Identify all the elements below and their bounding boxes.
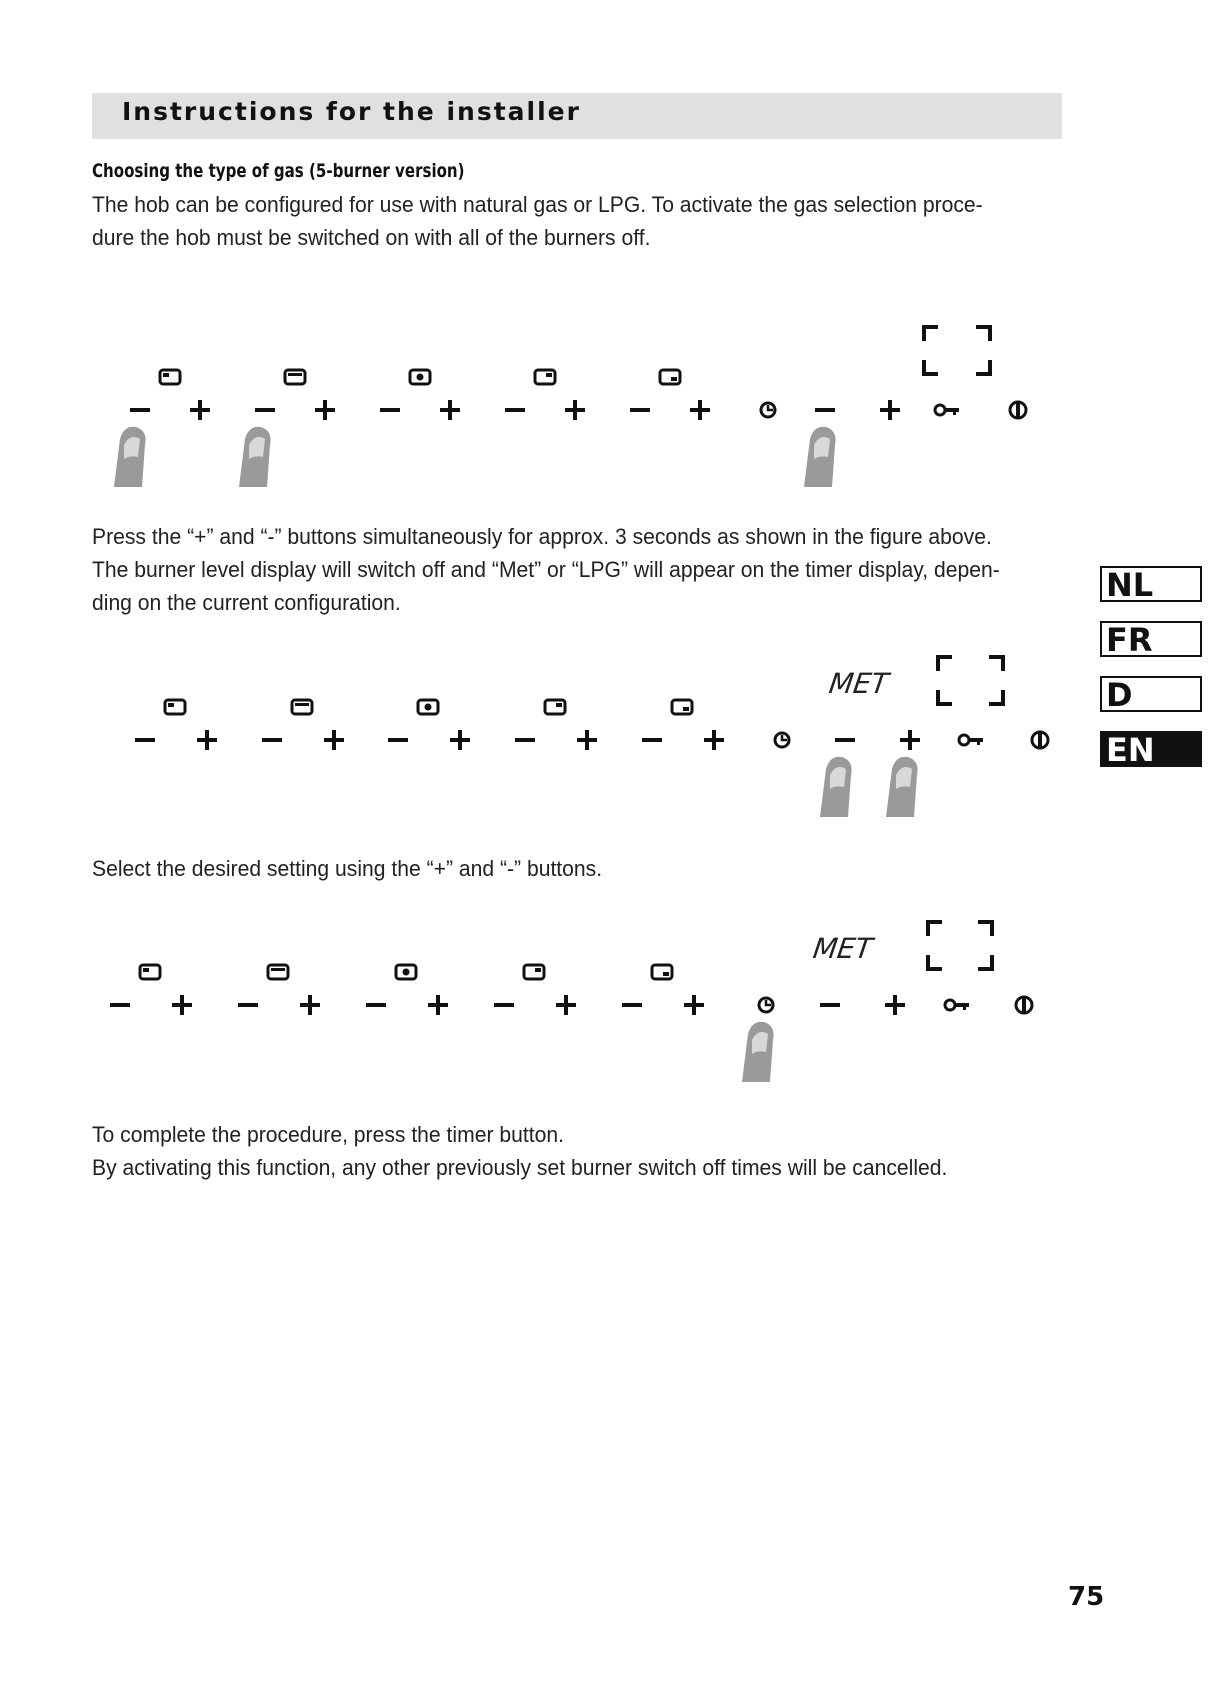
plus-button[interactable] bbox=[577, 730, 597, 750]
page-title: Instructions for the installer bbox=[122, 97, 581, 126]
minus-button[interactable] bbox=[835, 738, 855, 742]
key-lock-icon[interactable] bbox=[935, 405, 959, 415]
plus-button[interactable] bbox=[450, 730, 470, 750]
step2-line: Select the desired setting using the “+” and “-” buttons. bbox=[92, 856, 603, 881]
step1-line: The burner level display will switch off and “Met” or “LPG” will appear on the timer display, depen- bbox=[92, 557, 1000, 582]
finger-icon bbox=[886, 757, 918, 817]
plus-button[interactable] bbox=[440, 400, 460, 420]
minus-button[interactable] bbox=[130, 408, 150, 412]
control-panel-figure-3 bbox=[90, 915, 1050, 1085]
minus-button[interactable] bbox=[366, 1003, 386, 1007]
minus-button[interactable] bbox=[820, 1003, 840, 1007]
step3-line: To complete the procedure, press the timer button. bbox=[92, 1122, 564, 1147]
step1-paragraph bbox=[92, 520, 1062, 619]
minus-button[interactable] bbox=[815, 408, 835, 412]
language-tab-d[interactable]: D bbox=[1100, 676, 1202, 712]
step1-line: ding on the current configuration. bbox=[92, 590, 401, 615]
plus-button[interactable] bbox=[704, 730, 724, 750]
burner-front-left-icon bbox=[292, 700, 312, 714]
plus-button[interactable] bbox=[315, 400, 335, 420]
timer-icon[interactable] bbox=[775, 733, 789, 747]
language-tab-en[interactable]: EN bbox=[1100, 731, 1202, 767]
power-icon[interactable] bbox=[1016, 997, 1032, 1013]
burner-center-icon bbox=[418, 700, 438, 714]
minus-button[interactable] bbox=[505, 408, 525, 412]
control-panel-figure-2 bbox=[110, 650, 1070, 820]
page-number: 75 bbox=[1068, 1582, 1105, 1612]
minus-button[interactable] bbox=[110, 1003, 130, 1007]
plus-button[interactable] bbox=[190, 400, 210, 420]
section-title: Choosing the type of gas (5-burner version) bbox=[92, 160, 465, 182]
minus-button[interactable] bbox=[238, 1003, 258, 1007]
plus-button[interactable] bbox=[565, 400, 585, 420]
plus-button[interactable] bbox=[324, 730, 344, 750]
timer-display-frame bbox=[936, 655, 1005, 706]
burner-back-left-icon bbox=[165, 700, 185, 714]
power-icon[interactable] bbox=[1032, 732, 1048, 748]
minus-button[interactable] bbox=[255, 408, 275, 412]
step3-line: By activating this function, any other previously set burner switch off times will be cancelled. bbox=[92, 1155, 948, 1180]
plus-button[interactable] bbox=[428, 995, 448, 1015]
burner-back-left-icon bbox=[140, 965, 160, 979]
timer-display-text: MET bbox=[810, 932, 875, 965]
burner-front-right-icon bbox=[660, 370, 680, 384]
plus-button[interactable] bbox=[300, 995, 320, 1015]
finger-icon bbox=[804, 427, 836, 487]
minus-button[interactable] bbox=[380, 408, 400, 412]
minus-button[interactable] bbox=[630, 408, 650, 412]
step3-paragraph bbox=[92, 1118, 1062, 1184]
step1-line: Press the “+” and “-” buttons simultaneously for approx. 3 seconds as shown in the figure above. bbox=[92, 524, 992, 549]
language-tab-nl[interactable]: NL bbox=[1100, 566, 1202, 602]
burner-front-left-icon bbox=[268, 965, 288, 979]
finger-icon bbox=[742, 1022, 774, 1082]
plus-button[interactable] bbox=[172, 995, 192, 1015]
minus-button[interactable] bbox=[388, 738, 408, 742]
plus-button[interactable] bbox=[880, 400, 900, 420]
intro-line: dure the hob must be switched on with all of the burners off. bbox=[92, 225, 651, 250]
plus-button[interactable] bbox=[197, 730, 217, 750]
control-panel-figure-1 bbox=[100, 320, 1060, 490]
plus-button[interactable] bbox=[684, 995, 704, 1015]
finger-icon bbox=[239, 427, 271, 487]
power-icon[interactable] bbox=[1010, 402, 1026, 418]
intro-paragraph bbox=[92, 188, 1062, 254]
burner-front-right-icon bbox=[672, 700, 692, 714]
minus-button[interactable] bbox=[494, 1003, 514, 1007]
timer-icon[interactable] bbox=[759, 998, 773, 1012]
plus-button[interactable] bbox=[556, 995, 576, 1015]
language-tab-fr[interactable]: FR bbox=[1100, 621, 1202, 657]
timer-icon[interactable] bbox=[761, 403, 775, 417]
burner-back-right-icon bbox=[545, 700, 565, 714]
burner-back-left-icon bbox=[160, 370, 180, 384]
key-lock-icon[interactable] bbox=[945, 1000, 969, 1010]
minus-button[interactable] bbox=[135, 738, 155, 742]
step2-paragraph bbox=[92, 852, 1062, 885]
burner-center-icon bbox=[410, 370, 430, 384]
burner-center-icon bbox=[396, 965, 416, 979]
finger-icon bbox=[820, 757, 852, 817]
minus-button[interactable] bbox=[515, 738, 535, 742]
plus-button[interactable] bbox=[690, 400, 710, 420]
burner-back-right-icon bbox=[535, 370, 555, 384]
burner-back-right-icon bbox=[524, 965, 544, 979]
timer-display-frame bbox=[926, 920, 994, 971]
timer-display-frame bbox=[922, 325, 992, 376]
minus-button[interactable] bbox=[262, 738, 282, 742]
burner-front-left-icon bbox=[285, 370, 305, 384]
intro-line: The hob can be configured for use with natural gas or LPG. To activate the gas selection proce- bbox=[92, 192, 983, 217]
key-lock-icon[interactable] bbox=[959, 735, 983, 745]
plus-button[interactable] bbox=[900, 730, 920, 750]
minus-button[interactable] bbox=[642, 738, 662, 742]
plus-button[interactable] bbox=[885, 995, 905, 1015]
burner-front-right-icon bbox=[652, 965, 672, 979]
minus-button[interactable] bbox=[622, 1003, 642, 1007]
finger-icon bbox=[114, 427, 146, 487]
section-header bbox=[92, 93, 1062, 139]
timer-display-text: MET bbox=[826, 667, 891, 700]
